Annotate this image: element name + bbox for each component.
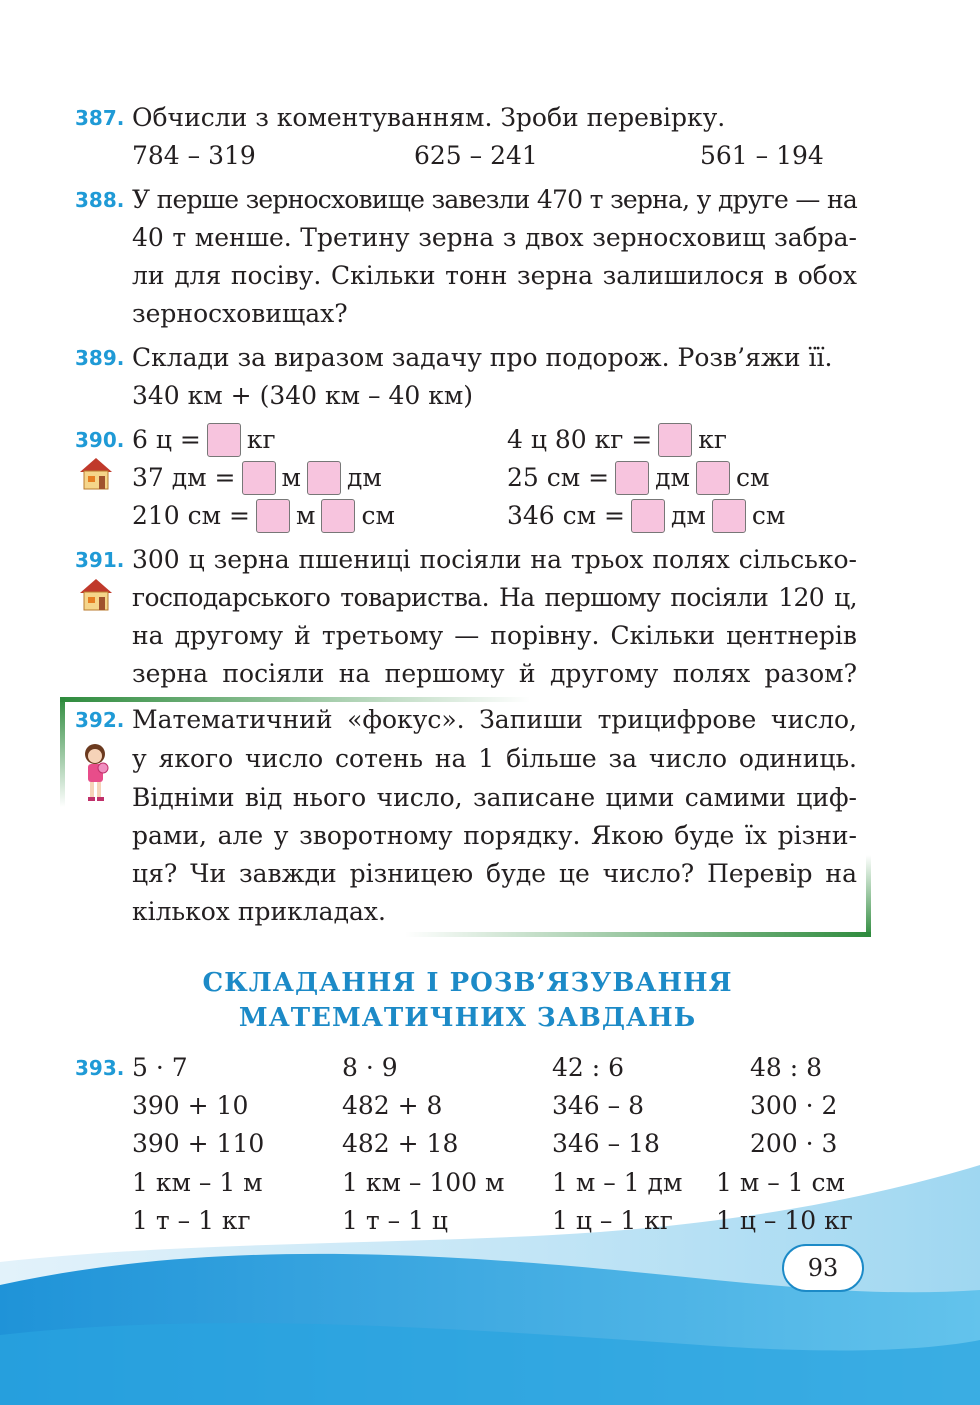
expr-cell: 200 · 3 <box>750 1129 838 1158</box>
task-387-expr-2: 625 – 241 <box>414 141 538 170</box>
task-391-line-1: 300 ц зерна пшениці посіяли на трьох полях сільсько- <box>132 545 857 574</box>
expr-cell: 390 + 10 <box>132 1091 249 1120</box>
conversion-expr: 346 см = <box>507 501 626 530</box>
answer-box[interactable] <box>712 499 746 533</box>
expr-cell: 482 + 18 <box>342 1129 459 1158</box>
expr-cell: 1 т – 1 кг <box>132 1206 251 1235</box>
conversion-expr: 210 см = <box>132 501 251 530</box>
house-icon <box>76 455 116 495</box>
girl-mascot-icon <box>80 740 112 810</box>
unit-label: дм <box>671 501 706 530</box>
unit-label: см <box>361 501 395 530</box>
task-391-line-4: зерна посіяли на першому й другому полях разом? <box>132 659 857 688</box>
task-388-line-1: У перше зерносховище завезли 470 т зерна, у друге — на <box>132 185 857 214</box>
task-390-row-3-right <box>507 501 785 533</box>
expr-cell: 482 + 8 <box>342 1091 443 1120</box>
answer-box[interactable] <box>658 423 692 457</box>
section-heading-line-2: МАТЕМАТИЧНИХ ЗАВДАНЬ <box>238 1003 697 1033</box>
task-390-row-2-right <box>507 463 769 495</box>
task-392-line-3: Відніми від нього число, записане цими самими циф- <box>132 783 857 812</box>
expr-cell: 8 · 9 <box>342 1053 398 1082</box>
task-number-389: 389. <box>75 346 125 370</box>
expr-cell: 1 м – 1 дм <box>552 1168 683 1197</box>
expr-cell: 1 ц – 1 кг <box>552 1206 673 1235</box>
unit-label: м <box>296 501 316 530</box>
answer-box[interactable] <box>256 499 290 533</box>
unit-label: см <box>751 501 786 530</box>
answer-box[interactable] <box>631 499 665 533</box>
section-heading-line-1: СКЛАДАННЯ І РОЗВ’ЯЗУВАННЯ <box>202 968 733 998</box>
answer-box[interactable] <box>307 461 341 495</box>
expr-cell: 300 · 2 <box>750 1091 838 1120</box>
unit-label: дм <box>655 463 690 492</box>
task-392-line-1: Математичний «фокус». Запиши трицифрове число, <box>132 705 857 734</box>
task-390-row-1-right <box>507 425 727 457</box>
task-391-line-2: господарського товариства. На першому посіяли 120 ц, <box>132 583 857 612</box>
task-number-391: 391. <box>75 548 125 572</box>
expr-cell: 390 + 110 <box>132 1129 265 1158</box>
task-392-line-5: ця? Чи завжди різницею буде це число? Перевір на <box>132 859 857 888</box>
task-number-387: 387. <box>75 106 125 130</box>
unit-label: кг <box>246 425 276 454</box>
answer-box[interactable] <box>615 461 649 495</box>
expr-cell: 346 – 18 <box>552 1129 660 1158</box>
unit-label: дм <box>346 463 382 492</box>
expr-cell: 42 : 6 <box>552 1053 625 1082</box>
task-388-line-3: ли для посіву. Скільки тонн зерна залишилося в обох <box>132 261 857 290</box>
task-387-text: Обчисли з коментуванням. Зроби перевірку. <box>132 103 726 132</box>
task-390-row-2-left <box>132 463 382 495</box>
page-number: 93 <box>782 1244 864 1292</box>
conversion-expr: 37 дм = <box>132 463 236 492</box>
task-392-line-2: у якого число сотень на 1 більше за число одиниць. <box>132 744 857 773</box>
task-387-expr-3: 561 – 194 <box>700 141 824 170</box>
answer-box[interactable] <box>321 499 355 533</box>
task-388-line-4: зерносховищах? <box>132 299 348 328</box>
task-392-line-4: рами, але у зворотному порядку. Якою буде їх різни- <box>132 821 857 850</box>
unit-label: см <box>735 463 770 492</box>
task-number-392: 392. <box>75 708 125 732</box>
task-389-line-2: 340 км + (340 км – 40 км) <box>132 381 474 410</box>
task-390-row-1-left <box>132 425 276 457</box>
conversion-expr: 25 см = <box>507 463 610 492</box>
task-389-line-1: Склади за виразом задачу про подорож. Розв’яжи її. <box>132 343 833 372</box>
expr-cell: 48 : 8 <box>750 1053 823 1082</box>
unit-label: кг <box>698 425 727 454</box>
expr-cell: 5 · 7 <box>132 1053 188 1082</box>
task-number-388: 388. <box>75 188 125 212</box>
task-number-393: 393. <box>75 1056 125 1080</box>
unit-label: м <box>281 463 301 492</box>
expr-cell: 1 ц – 10 кг <box>716 1206 853 1235</box>
expr-cell: 1 т – 1 ц <box>342 1206 449 1235</box>
task-number-390: 390. <box>75 428 125 452</box>
answer-box[interactable] <box>696 461 730 495</box>
expr-cell: 1 м – 1 см <box>716 1168 845 1197</box>
task-390-row-3-left <box>132 501 395 533</box>
expr-cell: 1 км – 1 м <box>132 1168 263 1197</box>
conversion-expr: 4 ц 80 кг = <box>507 425 653 454</box>
answer-box[interactable] <box>242 461 276 495</box>
conversion-expr: 6 ц = <box>132 425 201 454</box>
answer-box[interactable] <box>207 423 241 457</box>
expr-cell: 346 – 8 <box>552 1091 645 1120</box>
task-387-expr-1: 784 – 319 <box>132 141 256 170</box>
task-388-line-2: 40 т менше. Третину зерна з двох зерносховищ забра- <box>132 223 857 252</box>
task-391-line-3: на другому й третьому — порівну. Скільки центнерів <box>132 621 857 650</box>
expr-cell: 1 км – 100 м <box>342 1168 505 1197</box>
task-392-line-6: кількох прикладах. <box>132 897 386 926</box>
house-icon <box>76 576 116 616</box>
